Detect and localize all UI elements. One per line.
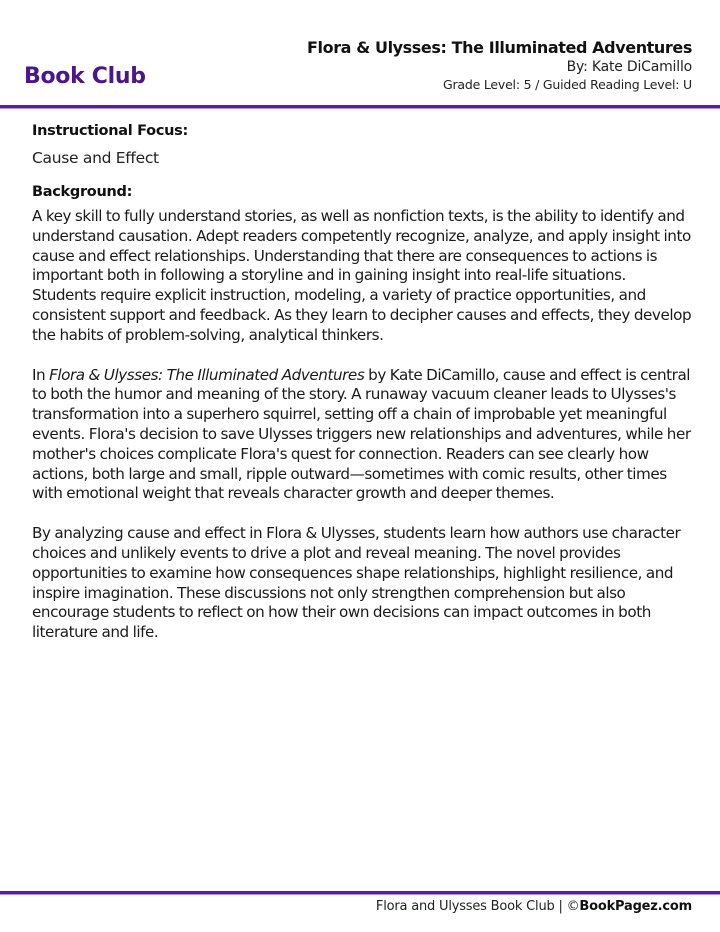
focus-value: Cause and Effect [32, 149, 159, 167]
background-paragraph-2 [32, 366, 692, 505]
background-label: Background: [32, 184, 133, 200]
footer-divider [0, 891, 720, 895]
footer-site: BookPagez.com [579, 899, 692, 914]
main-content [32, 121, 692, 643]
brand-title: Book Club [24, 64, 146, 89]
book-author: By: Kate DiCamillo [566, 59, 692, 75]
header-divider [0, 105, 720, 109]
paragraph-2-prefix: In [32, 365, 50, 384]
background-paragraph-3: By analyzing cause and effect in Flora & Ulysses, students learn how authors use character choices and unlikely events to drive a plot and reveal meaning. The novel provides opportunities to examine how consequences shape relationships, highlight resilience, and inspire imagination. These discussions not only strengthen comprehension but also encourage students to reflect on how their own decisions can impact outcomes in both literature and life. [32, 524, 681, 642]
book-title-italic: Flora & Ulysses: The Illuminated Adventures [49, 365, 365, 384]
focus-label: Instructional Focus: [32, 123, 188, 139]
footer [376, 899, 692, 914]
book-title: Flora & Ulysses: The Illuminated Adventures [306, 38, 692, 57]
copyright-symbol: © [566, 899, 580, 914]
paragraph-2-rest: by Kate DiCamillo, cause and effect is central to both the humor and meaning of the story. A runaway vacuum cleaner leads to Ulysses's transformation into a superhero squirrel, setting off a chain of improbable yet meaningful events. Flora's decision to save Ulysses triggers new relationships and adventures, while her mother's choices complicate Flora's quest for connection. Readers can see clearly how actions, both large and small, ripple outward—sometimes with comic results, other times with emotional weight that reveals character growth and deeper themes. [32, 365, 691, 503]
book-info [307, 37, 692, 93]
footer-text: Flora and Ulysses Book Club | [375, 899, 567, 914]
book-level: Grade Level: 5 / Guided Reading Level: U [442, 77, 692, 92]
background-paragraph-1: A key skill to fully understand stories, as well as nonfiction texts, is the ability to identify and understand causation. Adept readers competently recognize, analyze, and apply insight into cause and effect relationships. Understanding that there are consequences to actions is important both in following a storyline and in gaining insight into real-life situations. Students require explicit instruction, modeling, a variety of practice opportunities, and consistent support and feedback. As they learn to decipher causes and effects, they develop the habits of problem-solving, analytical thinkers. [32, 207, 692, 344]
